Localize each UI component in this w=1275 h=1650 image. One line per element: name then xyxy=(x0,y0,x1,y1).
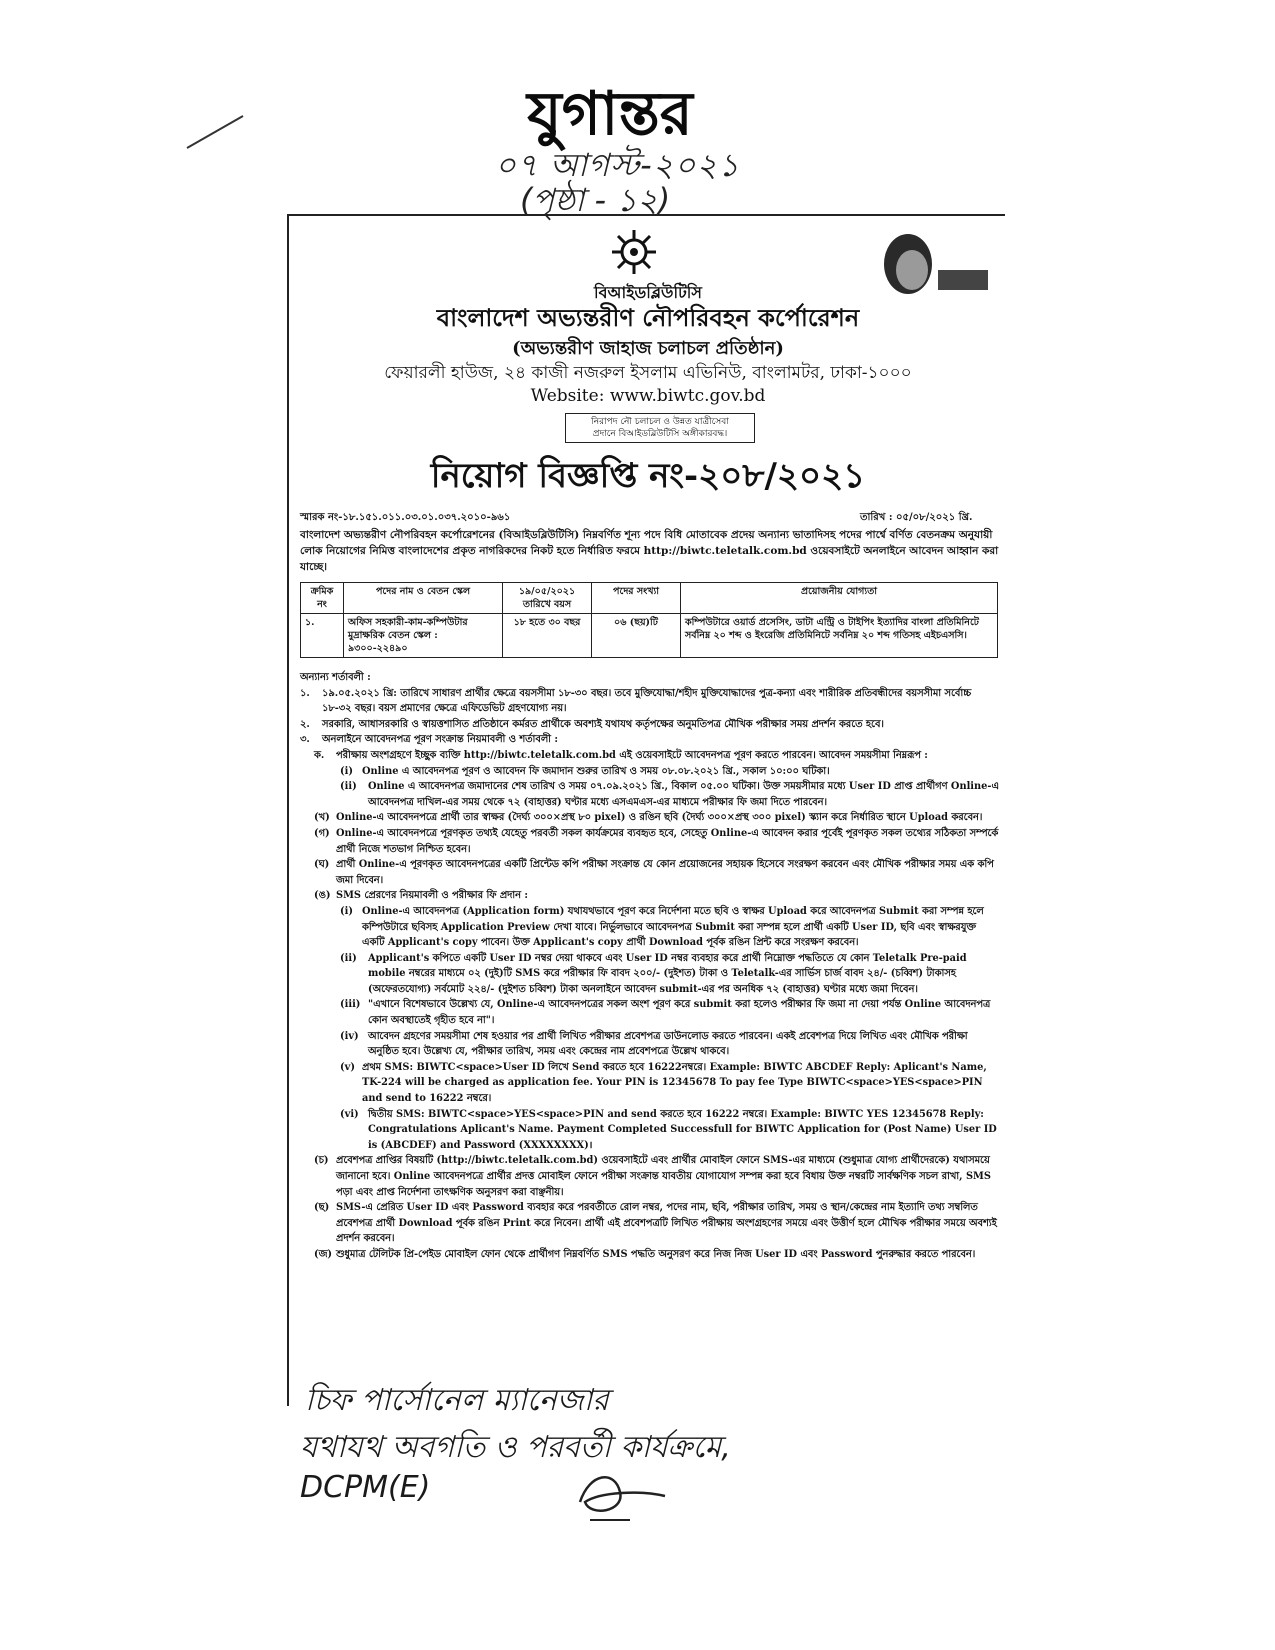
condition-text: Online-এ আবেদনপত্র (Application form) যথাযথভাবে পূরণ করে নির্দেশনা মতে ছবি ও স্বাক্ষর Upload করে আবেদনপত্র Submit করা সম্পন্ন হলে কম্পিউটারে ছবিসহ Application Preview দেখা যাবে। নির্ভুলভাবে আবেদনপত্র Submit করা সম্পন্ন হলে প্রার্থী একটি User ID, ছবি এবং স্বাক্ষরযুক্ত একটি Applicant's copy পাবেন। উক্ত Applicant's copy প্রার্থী Download পূর্বক রঙিন প্রিন্ট করে সংরক্ষণ করবেন। xyxy=(362,905,984,949)
condition-number: ১. xyxy=(300,687,310,699)
condition-text: আবেদন গ্রহণের সময়সীমা শেষ হওয়ার পর প্রার্থী লিখিত পরীক্ষার প্রবেশপত্র ডাউনলোড করতে পারবেন। একই প্রবেশপত্র দিয়ে লিখিত এবং মৌখিক পরীক্ষা অনুষ্ঠিত হবে। উল্লেখ্য যে, পরীক্ষার তারিখ, সময় এবং কেন্দ্রের নাম প্রবেশপত্রে উল্লেখ থাকবে। xyxy=(368,1030,968,1058)
condition-text: প্রার্থী Online-এ পূরণকৃত আবেদনপত্রের একটি প্রিন্টেড কপি পরীক্ষা সংক্রান্ত যে কোন প্রয়োজনের সহায়ক হিসেবে সংরক্ষণ করবেন এবং মৌখিক পরীক্ষার সময় এক কপি জমা দিবেন। xyxy=(336,859,994,886)
org-address: ফেয়ারলী হাউজ, ২৪ কাজী নজরুল ইসলাম এভিনিউ, বাংলামটর, ঢাকা-১০০০ xyxy=(384,363,912,383)
condition-text: পরীক্ষায় অংশগ্রহণে ইচ্ছুক ব্যক্তি http://biwtc.teletalk.com.bd এই ওয়েবসাইটে আবেদনপত্র পূরণ করতে পারবেন। আবেদন সময়সীমা নিম্নরূপ : xyxy=(336,749,928,761)
posts-table xyxy=(300,582,998,658)
handwritten-line: DCPM(E) xyxy=(300,1470,431,1505)
cell-qualification: কম্পিউটারে ওয়ার্ড প্রসেসিং, ডাটা এন্ট্রি ও টাইপিং ইত্যাদির বাংলা প্রতিমিনিটে সর্বনিম্ন ২০ শব্দ ও ইংরেজি প্রতিমিনিটে সর্বনিম্ন ২০ শব্দ গতিসহ এইচএসসি। xyxy=(681,614,998,658)
condition-number: (ii) xyxy=(340,781,357,793)
condition-number: (i) xyxy=(340,765,353,777)
slogan-line: প্রদানে বিআইডব্লিউটিসি অঙ্গীকারবদ্ধ। xyxy=(592,429,728,439)
cell-count: ০৬ (ছয়)টি xyxy=(592,614,681,658)
condition-text: Online-এ আবেদনপত্রে প্রার্থী তার স্বাক্ষর (দৈর্ঘ্য ৩০০×প্রস্থ ৮০ pixel) ও রঙিন ছবি (দৈর্ঘ্য ৩০০×প্রস্থ ৩০০ pixel) স্ক্যান করে নির্ধারিত স্থানে Upload করবেন। xyxy=(336,812,983,824)
handwritten-page: (পৃষ্ঠা - ১২) xyxy=(520,181,671,219)
condition-number: (চ) xyxy=(314,1155,329,1167)
cell-serial: ১. xyxy=(301,614,344,658)
condition-text: শুধুমাত্র টেলিটক প্রি-পেইড মোবাইল ফোন থেকে প্রার্থীগণ নিম্নবর্ণিত SMS পদ্ধতি অনুসরণ করে নিজ নিজ User ID এবং Password পুনরুদ্ধার করতে পারবেন। xyxy=(336,1248,976,1260)
condition-text: Online এ আবেদনপত্র জমাদানের শেষ তারিখ ও সময় ০৭.০৯.২০২১ খ্রি., বিকাল ০৫.০০ ঘটিকা। উক্ত সময়সীমার মধ্যে User ID প্রাপ্ত প্রার্থীগণ Online-এ আবেদনপত্র দাখিল-এর সময় থেকে ৭২ (বাহাত্তর) ঘণ্টার মধ্যে এসএমএস-এর মাধ্যমে পরীক্ষার ফি জমা দিতে পারবেন। xyxy=(368,781,999,808)
condition-number: (ঘ) xyxy=(314,859,330,871)
condition-number: (iv) xyxy=(340,1030,359,1042)
header-serial: ক্রমিক নং xyxy=(301,583,344,614)
handwritten-date: ০৭ আগস্ট-২০২১ xyxy=(495,146,740,184)
condition-item xyxy=(300,904,1000,951)
slogan-box xyxy=(565,413,755,443)
condition-text: "এখানে বিশেষভাবে উল্লেখ্য যে, Online-এ আবেদনপত্রের সকল অংশ পূরণ করে submit করা হলেও পরীক্ষার ফি জমা না দেয়া পর্যন্ত Online আবেদনপত্র কোন অবস্থাতেই গৃহীত হবে না"। xyxy=(368,999,991,1027)
org-website: Website: www.biwtc.gov.bd xyxy=(530,386,766,406)
header-qualification: প্রয়োজনীয় যোগ্যতা xyxy=(681,583,998,614)
condition-text: SMS-এ প্রেরিত User ID এবং Password ব্যবহার করে পরবর্তীতে রোল নম্বর, পদের নাম, ছবি, পরীক্ষার তারিখ, সময় ও স্থান/কেন্দ্রের নাম ইত্যাদি তথ্য সম্বলিত প্রবেশপত্র প্রার্থী Download পূর্বক রঙিন Print করে নিবেন। প্রার্থী এই প্রবেশপত্রটি লিখিত পরীক্ষায় অংশগ্রহণের সময়ে এবং উত্তীর্ণ হলে মৌখিক পরীক্ষার সময়ে অবশ্যই প্রদর্শন করবেন। xyxy=(336,1202,997,1245)
header-post: পদের নাম ও বেতন স্কেল xyxy=(344,583,503,614)
condition-item xyxy=(300,1107,1000,1154)
condition-number: (iii) xyxy=(340,999,361,1011)
notice-title: নিয়োগ বিজ্ঞপ্তি নং-২০৮/২০২১ xyxy=(430,456,866,496)
condition-item xyxy=(300,779,1000,810)
condition-text: Online এ আবেদনপত্র পূরণ ও আবেদন ফি জমাদান শুরুর তারিখ ও সময় ০৮.০৮.২০২১ খ্রি., সকাল ১০:০০ ঘটিকা। xyxy=(362,765,830,777)
condition-text: ১৯.০৫.২০২১ খ্রি: তারিখে সাধারণ প্রার্থীর ক্ষেত্রে বয়সসীমা ১৮-৩০ বছর। তবে মুক্তিযোদ্ধা/শহীদ মুক্তিযোদ্ধাদের পুত্র-কন্যা এবং শারীরিক প্রতিবন্ধীদের বয়সসীমা সর্বোচ্চ ১৮-৩২ বছর। বয়স প্রমাণের ক্ষেত্রে এফিডেভিট গ্রহণযোগ্য নয়। xyxy=(322,687,972,715)
condition-item xyxy=(300,717,1000,733)
condition-item xyxy=(300,764,1000,780)
condition-number: (জ) xyxy=(314,1248,333,1260)
condition-item xyxy=(300,748,1000,764)
condition-item xyxy=(300,1247,1000,1263)
handwritten-line: যথাযথ অবগতি ও পরবর্তী কার্যক্রমে, xyxy=(300,1430,731,1465)
condition-item xyxy=(300,810,1000,826)
condition-number: (v) xyxy=(340,1061,355,1073)
org-short-name: বিআইডব্লিউটিসি xyxy=(594,283,702,302)
condition-number: ২. xyxy=(300,718,310,730)
condition-item xyxy=(300,857,1000,888)
condition-text: অনলাইনে আবেদনপত্র পূরণ সংক্রান্ত নিয়মাবলী ও শর্তাবলী : xyxy=(322,734,558,746)
conditions-list xyxy=(300,686,1000,1263)
conditions-section xyxy=(300,670,1000,1263)
signature-scribble xyxy=(560,1462,670,1522)
condition-text: SMS প্রেরণের নিয়মাবলী ও পরীক্ষার ফি প্রদান : xyxy=(336,890,528,902)
slogan-line: নিরাপদ নৌ চলাচল ও উন্নত যাত্রীসেবা xyxy=(591,417,729,427)
condition-number: (ii) xyxy=(340,952,357,964)
condition-item xyxy=(300,732,1000,748)
condition-number: ক. xyxy=(314,749,325,761)
condition-text: সরকারি, আধাসরকারি ও স্বায়ত্তশাসিত প্রতিষ্ঠানে কর্মরত প্রার্থীকে অবশ্যই যথাযথ কর্তৃপক্ষের অনুমতিপত্র মৌখিক পরীক্ষার সময় প্রদর্শন করতে হবে। xyxy=(322,718,884,730)
notice-intro: বাংলাদেশ অভ্যন্তরীণ নৌপরিবহন কর্পোরেশনের (বিআইডব্লিউটিসি) নিম্নবর্ণিত শূন্য পদে বিধি মোতাবেক প্রদেয় অন্যান্য ভাতাদিসহ পদের পার্শ্বে বর্ণিত বেতনক্রম অনুযায়ী লোক নিয়োগের নিমিত্ত বাংলাদেশের প্রকৃত নাগরিকদের নিকট হতে নির্ধারিত ফরমে http://biwtc.teletalk.com.bd ওয়েবসাইটে অনলাইনে আবেদন আহ্বান করা যাচ্ছে। xyxy=(300,529,999,573)
condition-item xyxy=(300,826,1000,857)
condition-text: প্রবেশপত্র প্রাপ্তির বিষয়টি (http://biwtc.teletalk.com.bd) ওয়েবসাইটে এবং প্রার্থীর মোবাইল ফোনে SMS-এর মাধ্যমে (শুধুমাত্র যোগ্য প্রার্থীদেরকে) যথাসময়ে জানানো হবে। Online আবেদনপত্রে প্রার্থীর প্রদত্ত মোবাইল ফোনে পরীক্ষা সংক্রান্ত যাবতীয় যোগাযোগ সম্পন্ন করা হবে বিধায় উক্ত নম্বরটি সার্বক্ষণিক সচল রাখা, SMS পড়া এবং প্রাপ্ত নির্দেশনা তাৎক্ষণিক অনুসরণ করা বাঞ্ছনীয়। xyxy=(336,1155,991,1198)
table-row xyxy=(301,614,998,658)
cell-age: ১৮ হতে ৩০ বছর xyxy=(503,614,592,658)
condition-text: Online-এ আবেদনপত্রে পূরণকৃত তথ্যই যেহেতু পরবর্তী সকল কার্যক্রমের ব্যবহৃত হবে, সেহেতু Online-এ আবেদন করার পূর্বেই পূরণকৃত সকল তথ্যের সঠিকতা সম্পর্কে প্রার্থী নিজে শতভাগ নিশ্চিত হবেন। xyxy=(336,827,999,855)
org-name: বাংলাদেশ অভ্যন্তরীণ নৌপরিবহন কর্পোরেশন xyxy=(436,303,860,332)
condition-number: (খ) xyxy=(314,812,330,824)
condition-text: প্রথম SMS: BIWTC<space>User ID লিখে Send করতে হবে 16222নম্বরে। Example: BIWTC ABCDEF Reply: Aplicant's Name, TK-224 will be charged as application fee. Your PIN is 12345678 To pay fee Type BIWTC<space>YES<space>PIN and send to 16222 নম্বরে। xyxy=(362,1061,987,1105)
org-subtitle: (অভ্যন্তরীণ জাহাজ চলাচল প্রতিষ্ঠান) xyxy=(512,338,784,359)
cell-post: অফিস সহকারী-কাম-কম্পিউটার মুদ্রাক্ষরিক বেতন স্কেল : ৯৩০০-২২৪৯০ xyxy=(344,614,503,658)
condition-text: Applicant's কপিতে একটি User ID নম্বর দেয়া থাকবে এবং User ID নম্বর ব্যবহার করে প্রার্থী নিম্নোক্ত পদ্ধতিতে যে কোন Teletalk Pre-paid mobile নম্বরের মাধ্যমে ০২ (দুই)টি SMS করে পরীক্ষার ফি বাবদ ২০০/- (দুইশত) টাকা ও Teletalk-এর সার্ভিস চার্জ বাবদ ২৪/- (চব্বিশ) টাকাসহ (অফেরতযোগ্য) সর্বমোট ২২৪/- (দুইশত চব্বিশ) টাকা অনলাইনে আবেদন submit-এর পর অনধিক ৭২ (বাহাত্তর) ঘণ্টার মধ্যে জমা দিবেন। xyxy=(368,952,967,995)
conditions-title: অন্যান্য শর্তাবলী : xyxy=(300,672,371,683)
condition-number: (গ) xyxy=(314,827,330,839)
condition-item xyxy=(300,997,1000,1028)
condition-item xyxy=(300,1200,1000,1247)
masthead-text: যুগান্তর xyxy=(527,79,693,149)
memo-reference: স্মারক নং-১৮.১৫১.০১১.০৩.০১.০৩৭.২০১০-৯৬১ xyxy=(300,512,511,523)
condition-item xyxy=(300,1153,1000,1200)
condition-number: (ছ) xyxy=(314,1202,330,1214)
condition-number: ৩. xyxy=(300,734,310,746)
handwritten-line: চিফ পার্সোনেল ম্যানেজার xyxy=(305,1383,609,1418)
condition-item xyxy=(300,951,1000,998)
header-age: ১৯/০৫/২০২১ তারিখে বয়স xyxy=(503,583,592,614)
condition-text: দ্বিতীয় SMS: BIWTC<space>YES<space>PIN and send করতে হবে 16222 নম্বরে। Example: BIWTC YES 12345678 Reply: Congratulations Aplicant's Name. Payment Completed Successfull for BIWTC Application for (Post Name) User ID is (ABCDEF) and Password (XXXXXXXX)। xyxy=(368,1108,997,1151)
condition-number: (ঙ) xyxy=(314,890,331,902)
header-count: পদের সংখ্যা xyxy=(592,583,681,614)
condition-item xyxy=(300,888,1000,904)
notice-date: তারিখ : ০৫/০৮/২০২১ খ্রি. xyxy=(860,512,973,523)
condition-item xyxy=(300,1029,1000,1060)
pen-stroke-mark xyxy=(185,112,245,152)
table-header-row xyxy=(301,583,998,614)
condition-number: (i) xyxy=(340,905,353,917)
biwtc-emblem-icon xyxy=(610,228,658,276)
condition-item xyxy=(300,1060,1000,1107)
condition-item xyxy=(300,686,1000,717)
condition-number: (vi) xyxy=(340,1108,359,1120)
